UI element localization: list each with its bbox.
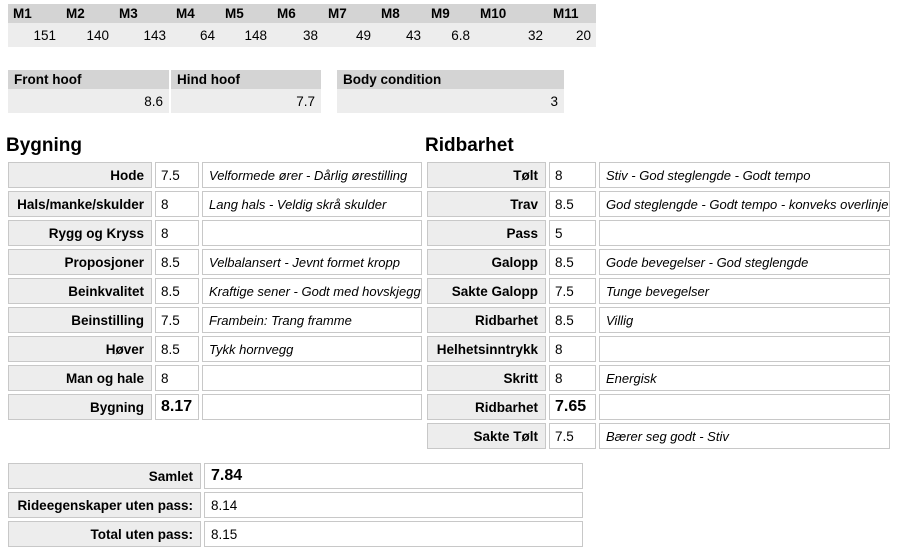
measure-header: M8: [376, 4, 426, 23]
score-comment: [202, 365, 422, 391]
score-value: 8.5: [549, 249, 596, 275]
score-value: 7.5: [155, 162, 199, 188]
score-comment: Stiv - God steglengde - Godt tempo: [599, 162, 890, 188]
score-label: Trav: [427, 191, 546, 217]
score-value: 8: [549, 336, 596, 362]
measure-value: 143: [114, 23, 171, 47]
body-condition-value: 3: [337, 89, 564, 113]
total-value: 8.15: [204, 521, 583, 547]
measure-value: 49: [323, 23, 376, 47]
score-row: [427, 191, 890, 217]
score-label: Helhetsinntrykk: [427, 336, 546, 362]
score-comment: God steglengde - Godt tempo - konveks overlinje: [599, 191, 890, 217]
hind-hoof-value: 7.7: [170, 89, 321, 113]
measurements-header-row: [8, 4, 596, 23]
score-value: 8: [155, 220, 199, 246]
total-row: [8, 492, 583, 518]
score-comment: Velbalansert - Jevnt formet kropp: [202, 249, 422, 275]
score-value: 7.5: [155, 307, 199, 333]
score-value: 8.5: [155, 278, 199, 304]
score-value: 8: [549, 365, 596, 391]
score-row: [427, 423, 890, 449]
measure-header: M6: [272, 4, 323, 23]
score-value: 8.5: [549, 191, 596, 217]
score-comment: [599, 220, 890, 246]
measure-header: M4: [171, 4, 220, 23]
ridbarhet-title: Ridbarhet: [425, 135, 514, 156]
score-row: [8, 307, 422, 333]
score-row: [8, 365, 422, 391]
score-row: [8, 162, 422, 188]
measure-header: M5: [220, 4, 272, 23]
score-value: 5: [549, 220, 596, 246]
score-comment: Velformede ører - Dårlig ørestilling: [202, 162, 422, 188]
total-label: Rideegenskaper uten pass:: [8, 492, 201, 518]
score-label: Galopp: [427, 249, 546, 275]
score-label: Pass: [427, 220, 546, 246]
total-label: Total uten pass:: [8, 521, 201, 547]
score-value: 8.5: [549, 307, 596, 333]
score-value: 8.5: [155, 336, 199, 362]
score-row: [427, 278, 890, 304]
score-row: [8, 249, 422, 275]
measure-value: 32: [475, 23, 548, 47]
ridbarhet-table: [424, 159, 893, 452]
bygning-title: Bygning: [6, 135, 82, 156]
score-row: [427, 162, 890, 188]
measure-header: M7: [323, 4, 376, 23]
score-comment: Lang hals - Veldig skrå skulder: [202, 191, 422, 217]
score-label: Beinstilling: [8, 307, 152, 333]
score-row: [427, 220, 890, 246]
score-comment: Villig: [599, 307, 890, 333]
score-label: Man og hale: [8, 365, 152, 391]
score-comment: Kraftige sener - Godt med hovskjegg: [202, 278, 422, 304]
score-value: 8: [155, 365, 199, 391]
measure-header: M9: [426, 4, 475, 23]
measure-header: M1: [8, 4, 61, 23]
score-row: [8, 278, 422, 304]
total-value: 8.14: [204, 492, 583, 518]
score-comment: Bærer seg godt - Stiv: [599, 423, 890, 449]
score-row: [427, 249, 890, 275]
measure-value: 140: [61, 23, 114, 47]
score-row: [8, 394, 422, 420]
score-row: [8, 191, 422, 217]
score-comment: Tunge bevegelser: [599, 278, 890, 304]
score-comment: Energisk: [599, 365, 890, 391]
score-comment: [599, 394, 890, 420]
score-label: Sakte Tølt: [427, 423, 546, 449]
bygning-total-label: Bygning: [8, 394, 152, 420]
front-hoof-value: 8.6: [8, 89, 170, 113]
measurements-table: [8, 4, 596, 47]
body-condition-table: [337, 70, 564, 113]
hoof-table: [8, 70, 321, 113]
front-hoof-label: Front hoof: [8, 70, 170, 89]
ridbarhet-total-label: Ridbarhet: [427, 394, 546, 420]
score-value: 7.5: [549, 423, 596, 449]
score-row: [8, 336, 422, 362]
score-row: [427, 336, 890, 362]
body-condition-label: Body condition: [337, 70, 564, 89]
measure-value: 20: [548, 23, 596, 47]
measure-header: M10: [475, 4, 548, 23]
score-comment: Frambein: Trang framme: [202, 307, 422, 333]
measure-value: 6.8: [426, 23, 475, 47]
score-comment: [202, 394, 422, 420]
measure-value: 64: [171, 23, 220, 47]
score-label: Rygg og Kryss: [8, 220, 152, 246]
score-row: [8, 220, 422, 246]
score-label: Hode: [8, 162, 152, 188]
totals-table: [5, 460, 586, 550]
score-label: Skritt: [427, 365, 546, 391]
score-value: 8: [155, 191, 199, 217]
score-label: Proposjoner: [8, 249, 152, 275]
total-label: Samlet: [8, 463, 201, 489]
measure-value: 43: [376, 23, 426, 47]
score-comment: [202, 220, 422, 246]
measure-value: 38: [272, 23, 323, 47]
measure-value: 151: [8, 23, 61, 47]
score-row: [427, 394, 890, 420]
score-comment: [599, 336, 890, 362]
score-value: 8.5: [155, 249, 199, 275]
score-row: [427, 307, 890, 333]
measure-header: M3: [114, 4, 171, 23]
bygning-table: [5, 159, 425, 423]
bygning-total-score: 8.17: [155, 394, 199, 420]
score-label: Ridbarhet: [427, 307, 546, 333]
score-comment: Gode bevegelser - God steglengde: [599, 249, 890, 275]
score-label: Sakte Galopp: [427, 278, 546, 304]
score-label: Tølt: [427, 162, 546, 188]
measurements-value-row: [8, 23, 596, 47]
score-row: [427, 365, 890, 391]
measure-value: 148: [220, 23, 272, 47]
score-value: 7.5: [549, 278, 596, 304]
score-value: 8: [549, 162, 596, 188]
total-row: [8, 521, 583, 547]
score-label: Hals/manke/skulder: [8, 191, 152, 217]
score-label: Beinkvalitet: [8, 278, 152, 304]
total-row: [8, 463, 583, 489]
ridbarhet-total-score: 7.65: [549, 394, 596, 420]
score-label: Høver: [8, 336, 152, 362]
measure-header: M2: [61, 4, 114, 23]
measure-header: M11: [548, 4, 596, 23]
score-comment: Tykk hornvegg: [202, 336, 422, 362]
hind-hoof-label: Hind hoof: [170, 70, 321, 89]
total-value: 7.84: [204, 463, 583, 489]
